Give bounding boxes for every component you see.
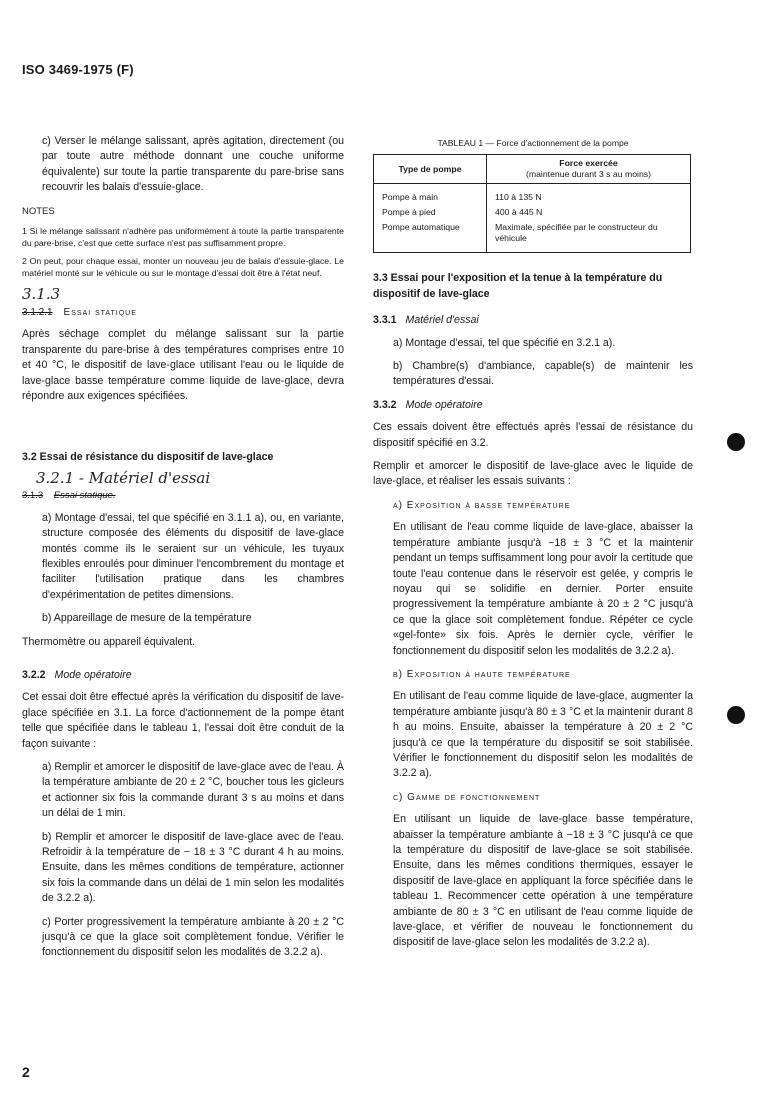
subsection-c-body: En utilisant un liquide de lave-glace basse température, abaisser la température ambiante à −18 ± 3 °C jusqu'à ce que la température du dispositif de lave-glace se soit stabilisée. Ensuite, dans les mêmes conditions thermiques, essayer le dispositif de lave-glace en appliquant la force spécifiée dans le tableau 1. Recommencer cette opération à une température ambiante de 80 ± 3 °C en utilisant de l'eau comme liquide de lave-glace, et vérifier de nouveau le fonctionnement du dispositif de lave-glace selon les modalités de 3.2.2 a). [393, 813, 693, 949]
section-3-3-1-heading [373, 313, 693, 328]
section-3-3-2-heading [373, 398, 693, 413]
section-3-1-3-heading [22, 305, 344, 320]
section-title: Mode opératoire [405, 398, 483, 411]
section-3-2-1-item-b-text: Thermomètre ou appareil équivalent. [22, 635, 196, 648]
pump-force-table [373, 154, 691, 253]
section-3-2-1-item-b: b) Appareillage de mesure de la température [42, 612, 252, 625]
table-cell-force: Maximale, spécifiée par le constructeur du véhicule [487, 220, 691, 253]
section-number: 3.3.1 [373, 314, 397, 327]
right-column [373, 134, 693, 959]
subsection-a-body: En utilisant de l'eau comme liquide de lave-glace, abaisser la température ambiante jusqu'à −18 ± 3 °C et la maintenir pendant un temps suffisamment long pour avoir la certitude que toute l'eau contenue dans le réservoir est gelée, y compris le noyau qui se solidifie en dernier. Porter ensuite progressivement la température ambiante à 20 ± 2 °C jusqu'à ce que la glace soit complètement fondue. Répéter ce cycle «gel-fonte» six fois. Après le dernier cycle, vérifier le fonctionnement du dispositif selon les modalités de 3.2.2 a). [393, 521, 693, 657]
table-header-force [487, 155, 691, 184]
section-3-2-heading: 3.2 Essai de résistance du dispositif de lave-glace [22, 451, 274, 464]
section-3-2-2-item-a: a) Remplir et amorcer le dispositif de lave-glace avec de l'eau. À la température ambiante de 20 ± 2 °C, boucher tous les gicleurs et actionner six fois la commande durant 3 s au moins et dans un délai de 1 min. [42, 760, 344, 820]
note-2: 2 On peut, pour chaque essai, monter un nouveau jeu de balais d'essuie-glace. Le matériel monté sur le véhicule ou sur le montage d'essai doit être à l'état neuf. [22, 256, 344, 279]
table-cell-type: Pompe à pied [382, 207, 436, 218]
left-column [22, 134, 344, 969]
binder-hole-top [727, 433, 745, 451]
page-number: 2 [22, 1064, 30, 1080]
section-3-2-2-heading [22, 668, 344, 683]
section-title: Matériel d'essai [405, 314, 479, 327]
notes-title: NOTES [22, 205, 55, 217]
section-3-3-1-item-a: a) Montage d'essai, tel que spécifié en 3.2.1 a). [393, 336, 616, 349]
section-3-2-1-item-a: a) Montage d'essai, tel que spécifié en 3.1.1 a), ou, en variante, structure composée des éléments du dispositif de lave-glace montés comme ils le seraient sur un véhicule, les tuyaux flexibles enroulés pour diminuer l'encombrement du montage et faciliter l'utilisation pratique dans les chambres d'expérimentation de petites dimensions. [42, 511, 344, 601]
subsection-b-heading: b) Exposition à haute température [393, 668, 571, 680]
subsection-a-heading: a) Exposition à basse température [393, 499, 571, 511]
section-3-1-3-handwritten-number [22, 287, 344, 305]
struck-number: 3.1.3 [22, 490, 44, 502]
handwritten-number: 3.1.3 [22, 285, 61, 304]
item-c-text: c) Verser le mélange salissant, après agitation, directement (ou par toute autre méthode donnant une couche uniforme équivalente) sur toute la partie transparente du pare-brise sans recouvrir les balais d'essuie-glace. [42, 135, 344, 194]
handwritten-heading: 3.2.1 - Matériel d'essai [36, 468, 211, 487]
section-3-3-2-intro: Ces essais doivent être effectués après l'essai de résistance du dispositif spécifié en 3.2. [373, 421, 693, 449]
section-3-2-2-item-c: c) Porter progressivement la température ambiante à 20 ± 2 °C jusqu'à ce que la glace soit complètement fondue. Vérifier le fonctionnement du dispositif selon les modalités de 3.2.2 a). [42, 915, 344, 959]
section-3-2-2-intro: Cet essai doit être effectué après la vérification du dispositif de lave-glace spécifiée en 3.1. La force d'actionnement de la pompe étant telle que spécifiée dans le tableau 1, l'essai doit être conduit de la façon suivante : [22, 691, 344, 750]
table-header-force-title: Force exercée [559, 158, 618, 169]
section-3-2-1-heading [22, 468, 344, 488]
table-cell-force: 110 à 135 N [487, 184, 691, 206]
struck-number: 3.1.2.1 [22, 307, 53, 319]
section-3-1-3-body: Après séchage complet du mélange salissant sur la partie transparente du pare-brise à des températures comprises entre 10 et 40 °C, le dispositif de lave-glace utilisant l'eau ou le liquide de lave-glace basse température comme liquide de lave-glace, devra répondre aux exigences spécifiées. [22, 328, 344, 403]
section-title: Essai statique [63, 307, 137, 319]
table-header-type: Type de pompe [374, 155, 487, 184]
table-cell-force: 400 à 445 N [487, 205, 691, 220]
note-1: 1 Si le mélange salissant n'adhère pas uniformément à toute la partie transparente du pare-brise, c'est que cette surface n'est pas suffisamment propre. [22, 226, 344, 249]
subsection-c-heading: c) Gamme de fonctionnement [393, 791, 541, 803]
table-header-force-sub: (maintenue durant 3 s au moins) [525, 169, 652, 180]
section-number: 3.3.2 [373, 398, 397, 411]
table-caption: TABLEAU 1 — Force d'actionnement de la pompe [437, 138, 629, 148]
table-cell-type: Pompe à main [382, 192, 439, 203]
table-cell-type: Pompe automatique [382, 222, 460, 233]
section-3-3-heading: 3.3 Essai pour l'exposition et la tenue à la température du dispositif de lave-glace [373, 272, 663, 300]
section-3-3-2-intro-2: Remplir et amorcer le dispositif de lave-glace avec le liquide de lave-glace, et réaliser les essais suivants : [373, 460, 693, 488]
binder-hole-bottom [727, 706, 745, 724]
section-3-3-1-item-b: b) Chambre(s) d'ambiance, capable(s) de maintenir les températures d'essai. [393, 360, 693, 388]
struck-title: Essai statique. [53, 490, 116, 502]
section-3-2-2-item-b: b) Remplir et amorcer le dispositif de lave-glace avec de l'eau. Refroidir à la température de − 18 ± 3 °C durant 4 h au moins. Ensuite, dans les mêmes conditions de température, actionner six fois la commande dans un délai de 1 min selon les modalités de 3.2.2 a). [42, 830, 344, 905]
subsection-b-body: En utilisant de l'eau comme liquide de lave-glace, augmenter la température ambiante jusqu'à 80 ± 3 °C et la maintenir durant 8 h au moins. Ensuite, abaisser la température à 20 ± 2 °C jusqu'à ce que la température du dispositif se soit stabilisée. Vérifier le fonctionnement du dispositif selon les modalités de 3.2.2 a). [393, 690, 693, 780]
document-header: ISO 3469-1975 (F) [22, 62, 134, 77]
section-3-2-1-struck-heading [22, 488, 344, 503]
section-number: 3.2.2 [22, 668, 46, 681]
section-title: Mode opératoire [54, 668, 132, 681]
